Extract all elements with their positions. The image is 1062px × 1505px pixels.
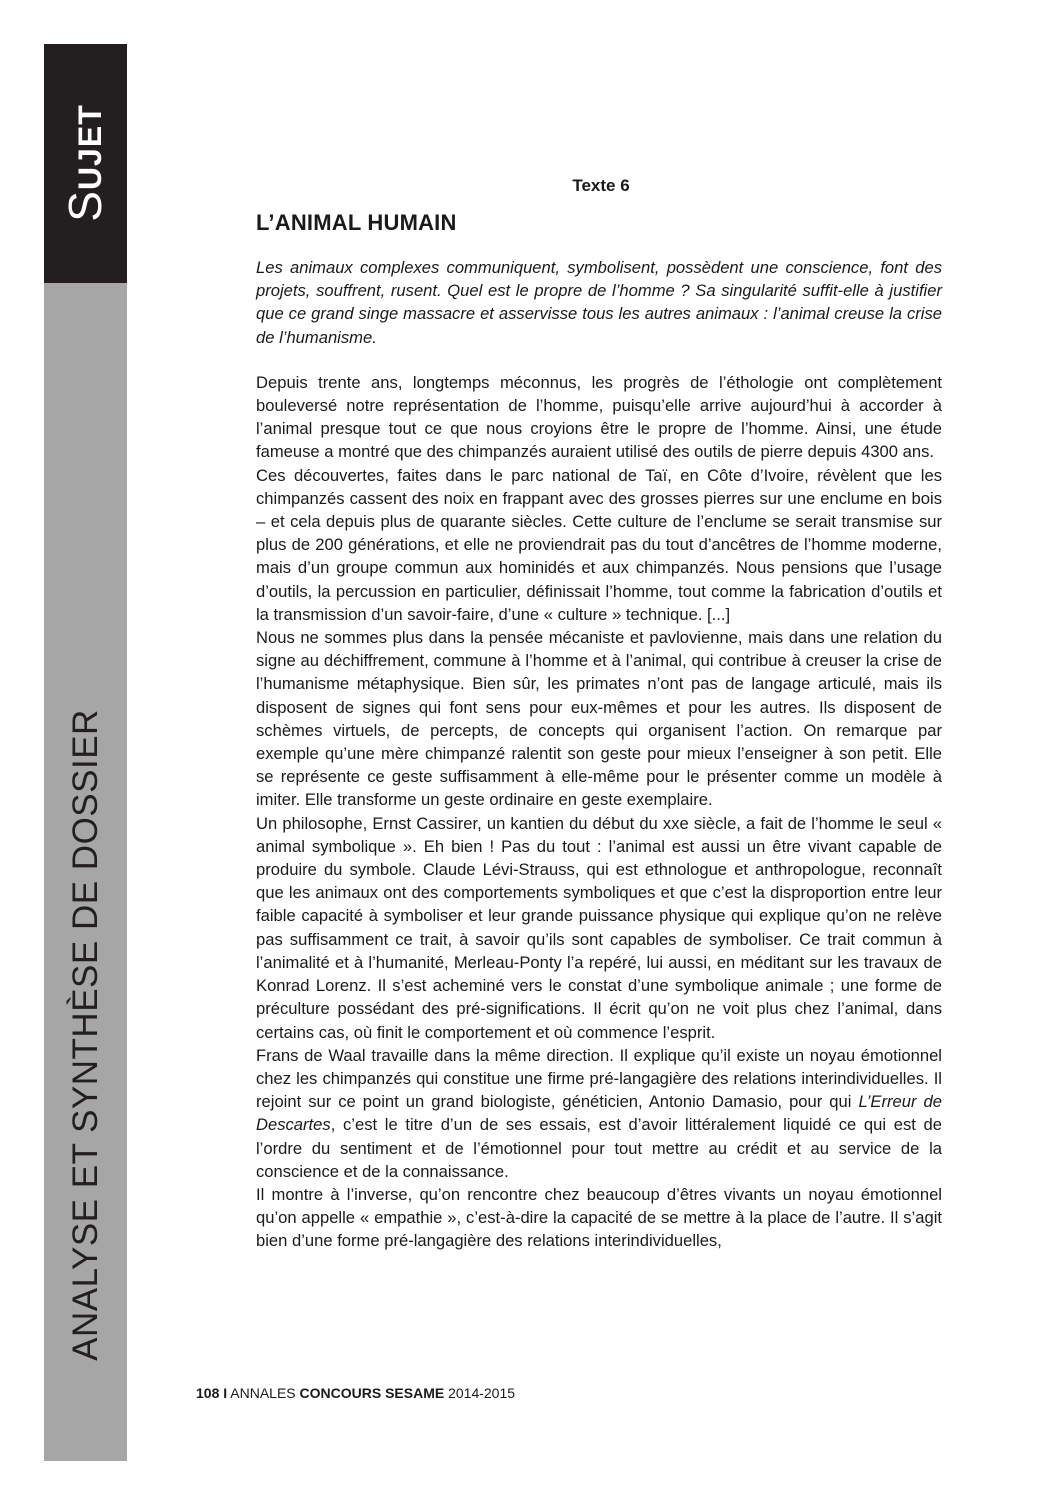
- paragraph-4: Un philosophe, Ernst Cassirer, un kantien du début du xxe siècle, a fait de l’homme le seul « animal symbolique ». Eh bien ! Pas du tout : l’animal est aussi un être vivant capable de produire du symbole. Claude Lévi-Strauss, qui est ethnologue et anthropologue, reconnaît que les animaux ont des comportements symboliques et que c’est la disproportion entre leur faible capacité à symboliser et leur grande puissance physique qui explique qu’on ne relève pas suffisamment ce trait, à savoir qu’ils sont capables de symboliser. Ce trait commun à l’animalité et à l’humanité, Merleau-Ponty l’a repéré, lui aussi, en méditant sur les travaux de Konrad Lorenz. Il s’est acheminé vers le constat d’une symbolique animale ; une forme de préculture possédant des pré-significations. Il écrit qu’on ne voit plus chez l’animal, dans certains cas, où finit le comportement et où commence l’esprit.: [256, 813, 942, 1042]
- section-label: ANALYSE ET SYNTHÈSE DE DOSSIER: [66, 709, 105, 1361]
- paragraph-5-end: , c’est le titre d’un de ses essais, est d’avoir littéralement liquidé ce qui est de l’ordre du sentiment et de l’émotionnel pour tout mettre au crédit et au service de la conscience et de la connaissance.: [256, 1115, 942, 1181]
- sujet-label-initial: S: [59, 190, 111, 222]
- article-title: L’ANIMAL HUMAIN: [256, 210, 457, 235]
- paragraph-5-start: Frans de Waal travaille dans la même direction. Il explique qu’il existe un noyau émotionnel chez les chimpanzés qui constitue une firme pré-langagière des relations interindividuelles. Il rejoint sur ce point un grand biologiste, généticien, Antonio Damasio, pour qui: [256, 1045, 942, 1112]
- book-title: L’Erreur de Descartes: [256, 1092, 942, 1135]
- page-footer: [196, 1385, 515, 1401]
- paragraph-6: Il montre à l’inverse, qu’on rencontre chez beaucoup d’êtres vivants un noyau émotionnel qu’on appelle « empathie », c’est-à-dire la capacité de se mettre à la place de l’autre. Il s’agit bien d’une forme pré-langagière des relations interindividuelles,: [256, 1184, 942, 1251]
- footer-years: 2014-2015: [448, 1385, 516, 1401]
- sujet-label: [58, 104, 112, 221]
- paragraph-2: Ces découvertes, faites dans le parc national de Taï, en Côte d’Ivoire, révèlent que les chimpanzés cassent des noix en frappant avec des grosses pierres sur une enclume en bois – et cela depuis plus de quarante siècles. Cette culture de l’enclume se serait transmise sur plus de 200 générations, et elle ne proviendrait pas du tout d’ancêtres de l’homme moderne, mais d’un groupe commun aux hominidés et aux chimpanzés. Nous pensions que l’usage d’outils, la percussion en particulier, définissait l’homme, tout comme la fabrication d’outils et la transmission d’un savoir-faire, d’une « culture » technique. [...]: [256, 465, 942, 624]
- article-chapeau: Les animaux complexes communiquent, symbolisent, possèdent une conscience, font des projets, souffrent, rusent. Quel est le propre de l’homme ? Sa singularité suffit-elle à justifier que ce grand singe massacre et asservisse tous les autres animaux : l’animal creuse la crise de l’humanisme.: [256, 258, 942, 347]
- footer-separator: I: [223, 1385, 228, 1401]
- page-number: 108: [196, 1385, 220, 1401]
- article: [256, 176, 942, 1253]
- texte-number: Texte 6: [572, 176, 630, 195]
- paragraph-5: [256, 1044, 942, 1183]
- footer-concours: CONCOURS SESAME: [299, 1385, 445, 1401]
- paragraph-1: Depuis trente ans, longtemps méconnus, les progrès de l’éthologie ont complètement bouleversé notre représentation de l’homme, puisqu’elle arrive aujourd’hui à accorder à l’animal presque tout ce que nous croyions être le propre de l’homme. Ainsi, une étude fameuse a montré que des chimpanzés auraient utilisé des outils de pierre depuis 4300 ans.: [256, 372, 942, 462]
- footer-annales: ANNALES: [230, 1385, 296, 1401]
- paragraph-3: Nous ne sommes plus dans la pensée mécaniste et pavlovienne, mais dans une relation du signe au déchiffrement, commune à l’homme et à l’animal, qui contribue à creuser la crise de l’humanisme métaphysique. Bien sûr, les primates n’ont pas de langage articulé, mais ils disposent de signes qui font sens pour eux-mêmes et pour les autres. Ils disposent de schèmes virtuels, de percepts, de concepts qui organisent l’action. On remarque par exemple qu’une mère chimpanzé ralentit son geste pour mieux l’enseigner à son petit. Elle se représente ce geste suffisamment à elle-même pour le présenter comme un modèle à imiter. Elle transforme un geste ordinaire en geste exemplaire.: [256, 628, 942, 810]
- sujet-label-rest: UJET: [72, 104, 108, 191]
